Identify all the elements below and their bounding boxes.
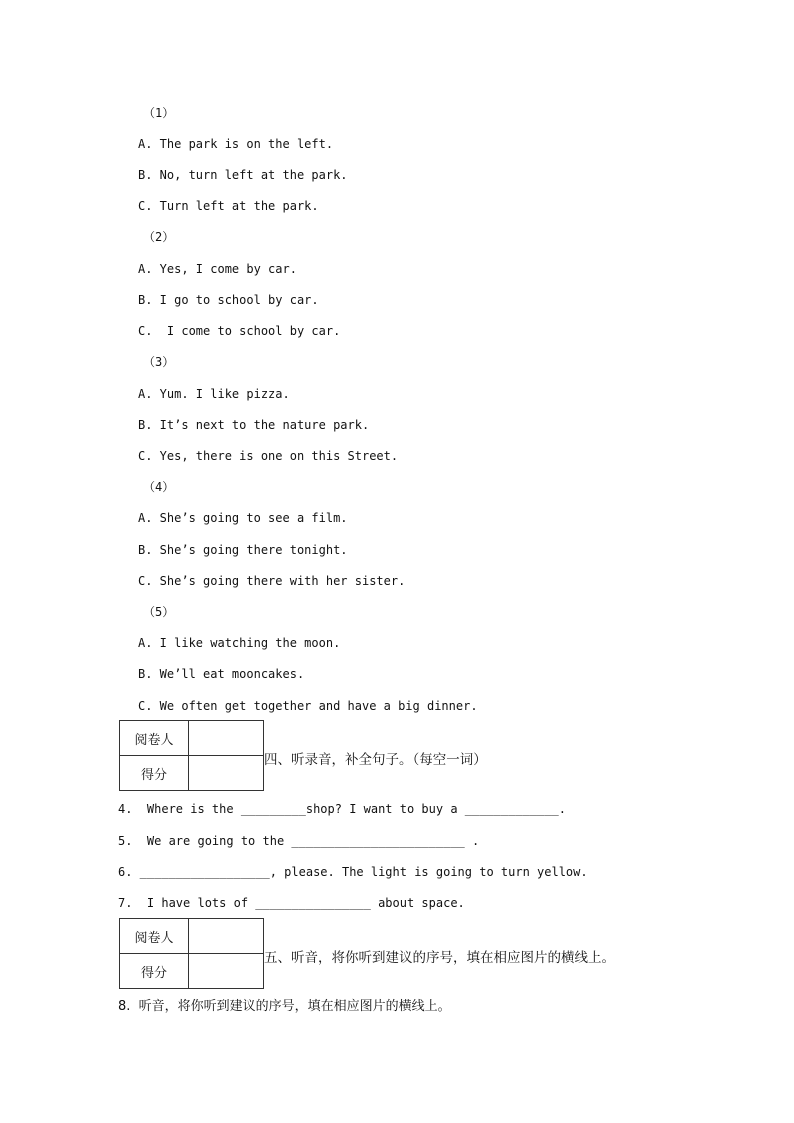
option-c: C. Yes, there is one on this Street. bbox=[138, 449, 399, 463]
section-title: 五、听音，将你听到建议的序号，填在相应图片的横线上。 bbox=[264, 950, 615, 966]
fill-question: 6. __________________, please. The light is going to turn yellow. bbox=[118, 865, 588, 879]
fill-question: 5. We are going to the ________________________ . bbox=[118, 834, 480, 848]
question-number: （2） bbox=[143, 230, 175, 244]
question-number: （1） bbox=[143, 106, 175, 120]
option-a: A. I like watching the moon. bbox=[138, 636, 341, 650]
option-c: C. Turn left at the park. bbox=[138, 199, 319, 213]
option-c: C. She’s going there with her sister. bbox=[138, 574, 406, 588]
option-a: A. Yum. I like pizza. bbox=[138, 387, 290, 401]
score-blank[interactable] bbox=[189, 756, 264, 791]
reviewer-label: 阅卷人 bbox=[120, 721, 189, 756]
option-c: C. We often get together and have a big dinner. bbox=[138, 699, 478, 713]
option-b: B. It’s next to the nature park. bbox=[138, 418, 370, 432]
score-table bbox=[119, 918, 264, 989]
option-b: B. We’ll eat mooncakes. bbox=[138, 667, 305, 681]
option-b: B. She’s going there tonight. bbox=[138, 543, 348, 557]
question-text: 8. 听音，将你听到建议的序号，填在相应图片的横线上。 bbox=[118, 999, 451, 1014]
fill-question: 7. I have lots of ________________ about space. bbox=[118, 896, 465, 910]
option-b: B. No, turn left at the park. bbox=[138, 168, 348, 182]
option-a: A. She’s going to see a film. bbox=[138, 511, 348, 525]
question-number: （5） bbox=[143, 605, 175, 619]
option-a: A. The park is on the left. bbox=[138, 137, 334, 151]
reviewer-label: 阅卷人 bbox=[120, 919, 189, 954]
score-label: 得分 bbox=[120, 756, 189, 791]
fill-question: 4. Where is the _________shop? I want to buy a _____________. bbox=[118, 802, 566, 816]
option-b: B. I go to school by car. bbox=[138, 293, 319, 307]
score-table bbox=[119, 720, 264, 791]
option-a: A. Yes, I come by car. bbox=[138, 262, 297, 276]
score-blank[interactable] bbox=[189, 954, 264, 989]
section-title: 四、听录音，补全句子。（每空一词） bbox=[264, 752, 487, 768]
question-number: （4） bbox=[143, 480, 175, 494]
question-number: （3） bbox=[143, 355, 175, 369]
reviewer-blank[interactable] bbox=[189, 721, 264, 756]
reviewer-blank[interactable] bbox=[189, 919, 264, 954]
score-label: 得分 bbox=[120, 954, 189, 989]
option-c: C. I come to school by car. bbox=[138, 324, 341, 338]
